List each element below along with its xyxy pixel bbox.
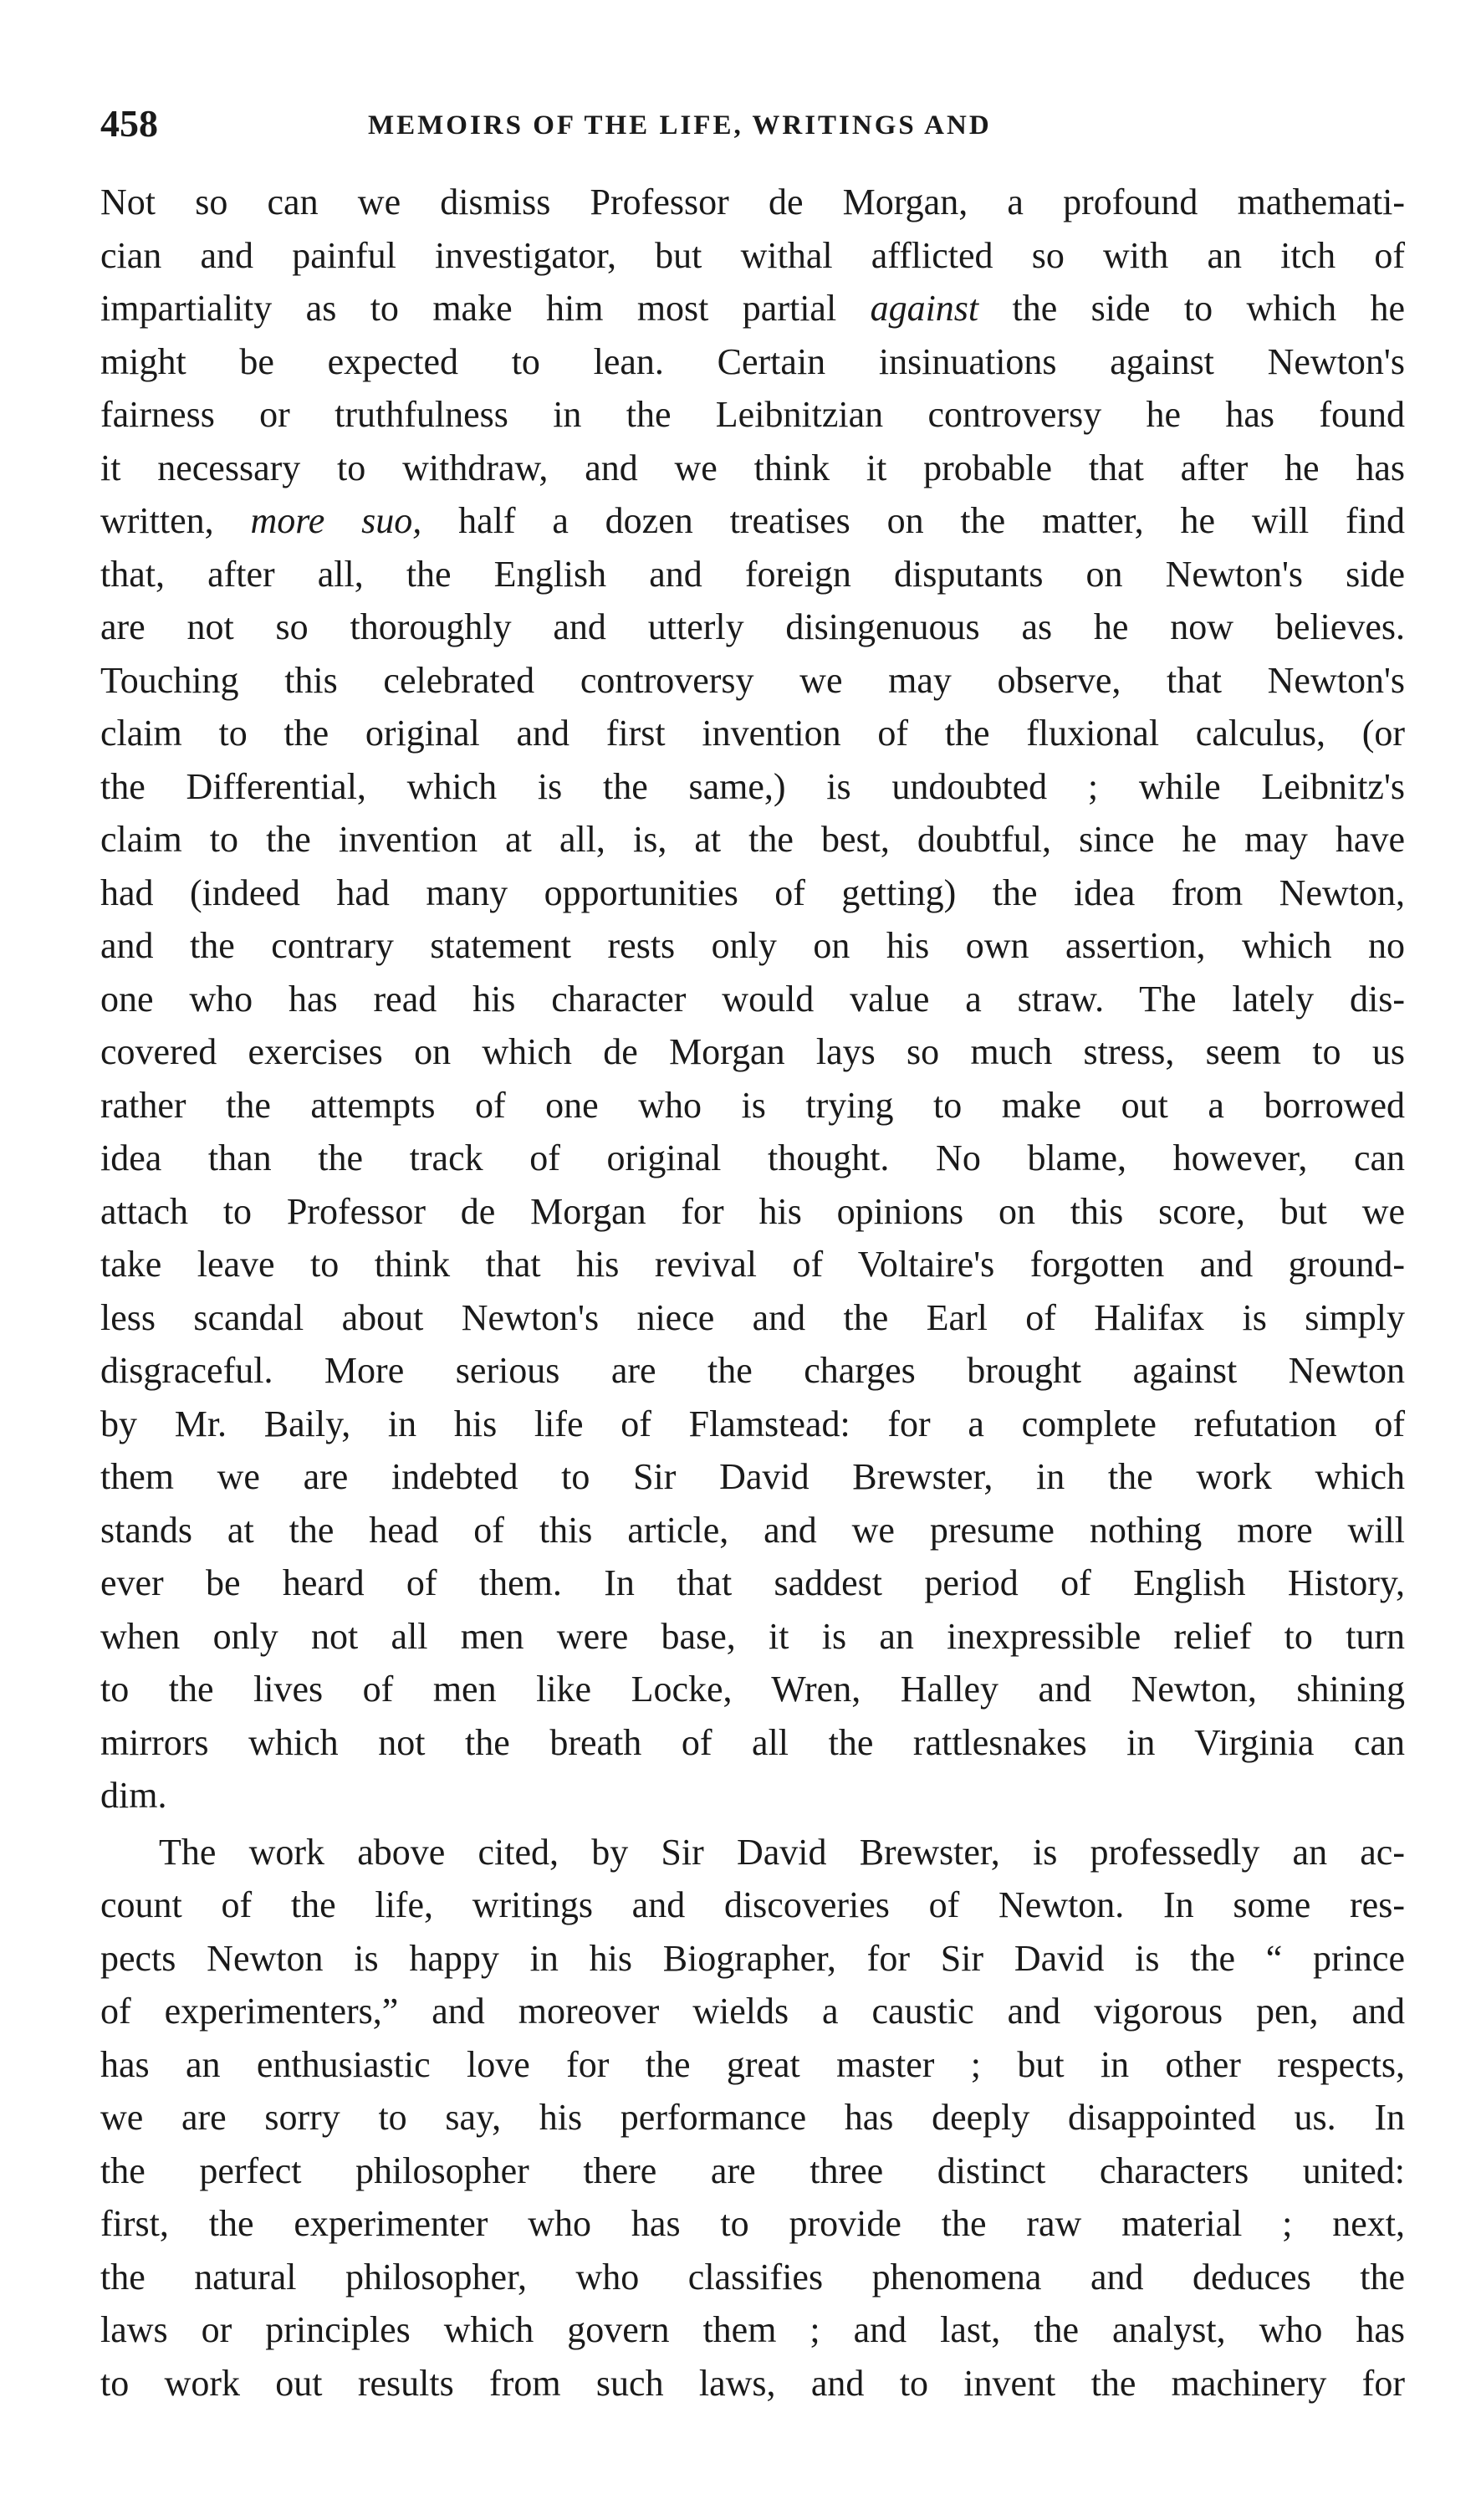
text-line: to work out results from such laws, and to invent the machinery for bbox=[100, 2362, 1405, 2404]
body-text bbox=[100, 176, 1405, 2410]
paragraph-2 bbox=[100, 1826, 1405, 2410]
text-line bbox=[100, 494, 1405, 548]
text-line: cian and painful investigator, but withal afflicted so with an itch of bbox=[100, 234, 1405, 276]
text-line: them we are indebted to Sir David Brewster, in the work which bbox=[100, 1456, 1405, 1497]
text-line: when only not all men were base, it is an inexpressible relief to turn bbox=[100, 1615, 1405, 1657]
text-span: half a dozen treatises on the matter, he will find bbox=[421, 500, 1405, 541]
text-line: covered exercises on which de Morgan lays so much stress, seem to us bbox=[100, 1031, 1405, 1072]
text-line: has an enthusiastic love for the great master ; but in other respects, bbox=[100, 2043, 1405, 2085]
text-span: written, bbox=[100, 500, 251, 541]
text-line: the Differential, which is the same,) is undoubted ; while Leibnitz's bbox=[100, 765, 1405, 807]
text-line: fairness or truthfulness in the Leibnitzian controversy he has found bbox=[100, 394, 1405, 435]
text-line bbox=[100, 282, 1405, 335]
text-line: the perfect philosopher there are three distinct characters united: bbox=[100, 2149, 1405, 2191]
text-line: stands at the head of this article, and we presume nothing more will bbox=[100, 1509, 1405, 1551]
text-line: count of the life, writings and discoveries of Newton. In some res- bbox=[100, 1884, 1405, 1925]
text-line: the natural philosopher, who classifies phenomena and deduces the bbox=[100, 2256, 1405, 2298]
text-line: that, after all, the English and foreign disputants on Newton's side bbox=[100, 553, 1405, 595]
text-line: and the contrary statement rests only on his own assertion, which no bbox=[100, 925, 1405, 966]
italic-text: more suo, bbox=[250, 500, 422, 541]
text-line: one who has read his character would value a straw. The lately dis- bbox=[100, 978, 1405, 1020]
text-line: dim. bbox=[100, 1775, 167, 1816]
page-header bbox=[100, 99, 1405, 149]
text-line: less scandal about Newton's niece and the Earl of Halifax is simply bbox=[100, 1296, 1405, 1338]
page-number: 458 bbox=[100, 102, 158, 145]
text-line: are not so thoroughly and utterly disingenuous as he now believes. bbox=[100, 606, 1405, 647]
text-line: claim to the original and first invention of the fluxional calculus, (or bbox=[100, 713, 1405, 754]
text-line: idea than the track of original thought. No blame, however, can bbox=[100, 1137, 1405, 1178]
text-line: take leave to think that his revival of Voltaire's forgotten and ground- bbox=[100, 1244, 1405, 1285]
text-line: might be expected to lean. Certain insinuations against Newton's bbox=[100, 340, 1405, 382]
text-span: impartiality as to make him most partial bbox=[100, 288, 871, 329]
text-line: of experimenters,” and moreover wields a caustic and vigorous pen, and bbox=[100, 1991, 1405, 2032]
text-line: ever be heard of them. In that saddest period of English History, bbox=[100, 1562, 1405, 1603]
text-line: The work above cited, by Sir David Brewster, is professedly an ac- bbox=[159, 1831, 1405, 1873]
italic-text: against bbox=[870, 288, 979, 329]
text-line: rather the attempts of one who is trying to make out a borrowed bbox=[100, 1084, 1405, 1126]
paragraph-1 bbox=[100, 176, 1405, 1822]
text-line: mirrors which not the breath of all the rattlesnakes in Virginia can bbox=[100, 1721, 1405, 1763]
text-line: we are sorry to say, his performance has deeply disappointed us. In bbox=[100, 2097, 1405, 2138]
text-line: Not so can we dismiss Professor de Morgan, a profound mathemati- bbox=[100, 181, 1405, 222]
text-line: first, the experimenter who has to provide the raw material ; next, bbox=[100, 2203, 1405, 2244]
text-line: laws or principles which govern them ; and last, the analyst, who has bbox=[100, 2309, 1405, 2350]
text-line: pects Newton is happy in his Biographer, for Sir David is the “ prince bbox=[100, 1937, 1405, 1979]
text-line: Touching this celebrated controversy we may observe, that Newton's bbox=[100, 659, 1405, 701]
text-line: claim to the invention at all, is, at the best, doubtful, since he may have bbox=[100, 819, 1405, 860]
text-line: had (indeed had many opportunities of getting) the idea from Newton, bbox=[100, 872, 1405, 913]
text-line: it necessary to withdraw, and we think it probable that after he has bbox=[100, 447, 1405, 488]
text-line: to the lives of men like Locke, Wren, Halley and Newton, shining bbox=[100, 1669, 1405, 1710]
text-span: the side to which he bbox=[978, 288, 1405, 329]
text-line: disgraceful. More serious are the charges brought against Newton bbox=[100, 1350, 1405, 1391]
running-head: MEMOIRS OF THE LIFE, WRITINGS AND bbox=[368, 110, 992, 141]
text-line: by Mr. Baily, in his life of Flamstead: for a complete refutation of bbox=[100, 1403, 1405, 1444]
text-line: attach to Professor de Morgan for his opinions on this score, but we bbox=[100, 1190, 1405, 1232]
